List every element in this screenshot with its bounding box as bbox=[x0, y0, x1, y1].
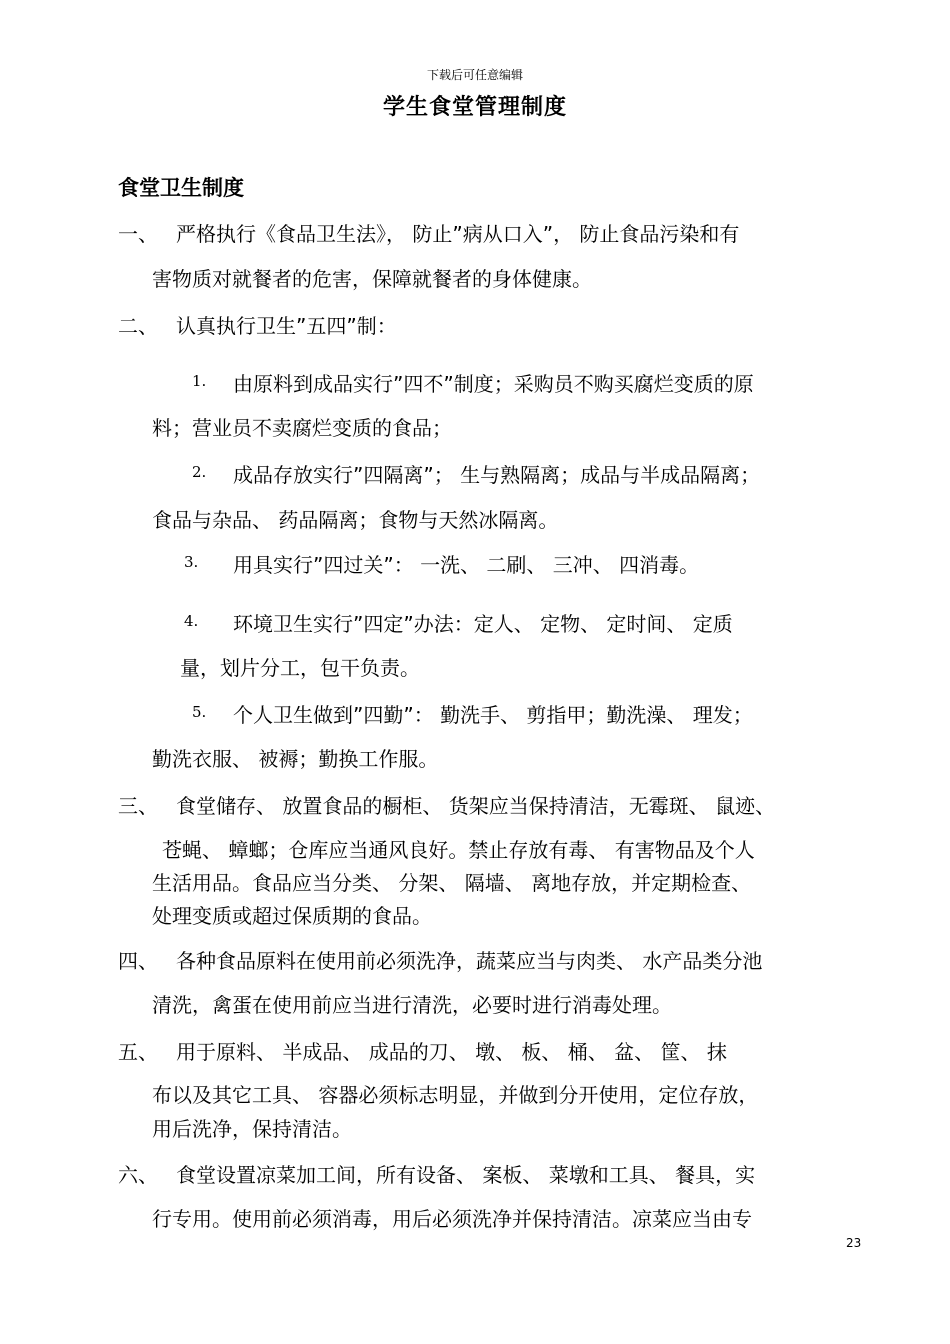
sub-item-text-line: 勤洗衣服、 被褥；勤换工作服。 bbox=[152, 747, 439, 771]
item-marker: 二、 bbox=[118, 314, 158, 338]
item-marker: 四、 bbox=[118, 949, 158, 973]
item-marker: 一、 bbox=[118, 222, 158, 246]
item-marker: 三、 bbox=[118, 794, 158, 818]
sub-item-number: 3. bbox=[184, 553, 199, 571]
item-text-line: 用后洗净，保持清洁。 bbox=[152, 1117, 352, 1141]
item-marker: 六、 bbox=[118, 1163, 158, 1187]
sub-item-text-line: 量，划片分工，包干负责。 bbox=[180, 656, 420, 680]
sub-item-number: 1. bbox=[192, 372, 207, 390]
sub-item-text-line: 成品存放实行”四隔离”； 生与熟隔离；成品与半成品隔离； bbox=[233, 463, 761, 487]
page-title: 学生食堂管理制度 bbox=[382, 95, 567, 120]
item-text-line: 严格执行《食品卫生法》， 防止”病从口入”， 防止食品污染和有 bbox=[176, 222, 740, 246]
item-text-line: 布以及其它工具、 容器必须标志明显，并做到分开使用，定位存放， bbox=[152, 1083, 759, 1107]
header-note: 下载后可任意编辑 bbox=[426, 68, 523, 82]
sub-item-text-line: 个人卫生做到”四勤”： 勤洗手、 剪指甲；勤洗澡、 理发； bbox=[233, 703, 753, 727]
page-number: 23 bbox=[846, 1236, 862, 1250]
item-text-line: 食堂储存、 放置食品的橱柜、 货架应当保持清洁，无霉斑、 鼠迹、 bbox=[176, 794, 776, 818]
sub-item-text-line: 用具实行”四过关”： 一洗、 二刷、 三冲、 四消毒。 bbox=[233, 553, 700, 577]
item-text-line: 苍蝇、 蟑螂；仓库应当通风良好。禁止存放有毒、 有害物品及个人 bbox=[162, 838, 755, 862]
sub-item-text-line: 由原料到成品实行”四不”制度；采购员不购买腐烂变质的原 bbox=[233, 372, 754, 396]
sub-item-text-line: 料；营业员不卖腐烂变质的食品； bbox=[152, 416, 452, 440]
item-text-line: 清洗，禽蛋在使用前应当进行清洗，必要时进行消毒处理。 bbox=[152, 993, 672, 1017]
sub-item-text-line: 食品与杂品、 药品隔离；食物与天然冰隔离。 bbox=[152, 508, 559, 532]
item-text-line: 害物质对就餐者的危害，保障就餐者的身体健康。 bbox=[152, 267, 592, 291]
item-text-line: 各种食品原料在使用前必须洗净，蔬菜应当与肉类、 水产品类分池 bbox=[176, 949, 763, 973]
sub-item-text-line: 环境卫生实行”四定”办法：定人、 定物、 定时间、 定质 bbox=[233, 612, 733, 636]
sub-item-number: 2. bbox=[192, 463, 207, 481]
section-heading: 食堂卫生制度 bbox=[118, 176, 244, 200]
item-text-line: 生活用品。食品应当分类、 分架、 隔墙、 离地存放，并定期检查、 bbox=[152, 871, 752, 895]
item-text-line: 用于原料、 半成品、 成品的刀、 墩、 板、 桶、 盆、 筐、 抹 bbox=[176, 1040, 727, 1064]
item-marker: 五、 bbox=[118, 1040, 158, 1064]
item-text-line: 食堂设置凉菜加工间，所有设备、 案板、 菜墩和工具、 餐具，实 bbox=[176, 1163, 756, 1187]
sub-item-number: 5. bbox=[192, 703, 207, 721]
item-text-line: 行专用。使用前必须消毒，用后必须洗净并保持清洁。凉菜应当由专 bbox=[152, 1207, 752, 1231]
sub-item-number: 4. bbox=[184, 612, 199, 630]
item-text-line: 认真执行卫生”五四”制： bbox=[176, 314, 397, 338]
item-text-line: 处理变质或超过保质期的食品。 bbox=[152, 904, 432, 928]
